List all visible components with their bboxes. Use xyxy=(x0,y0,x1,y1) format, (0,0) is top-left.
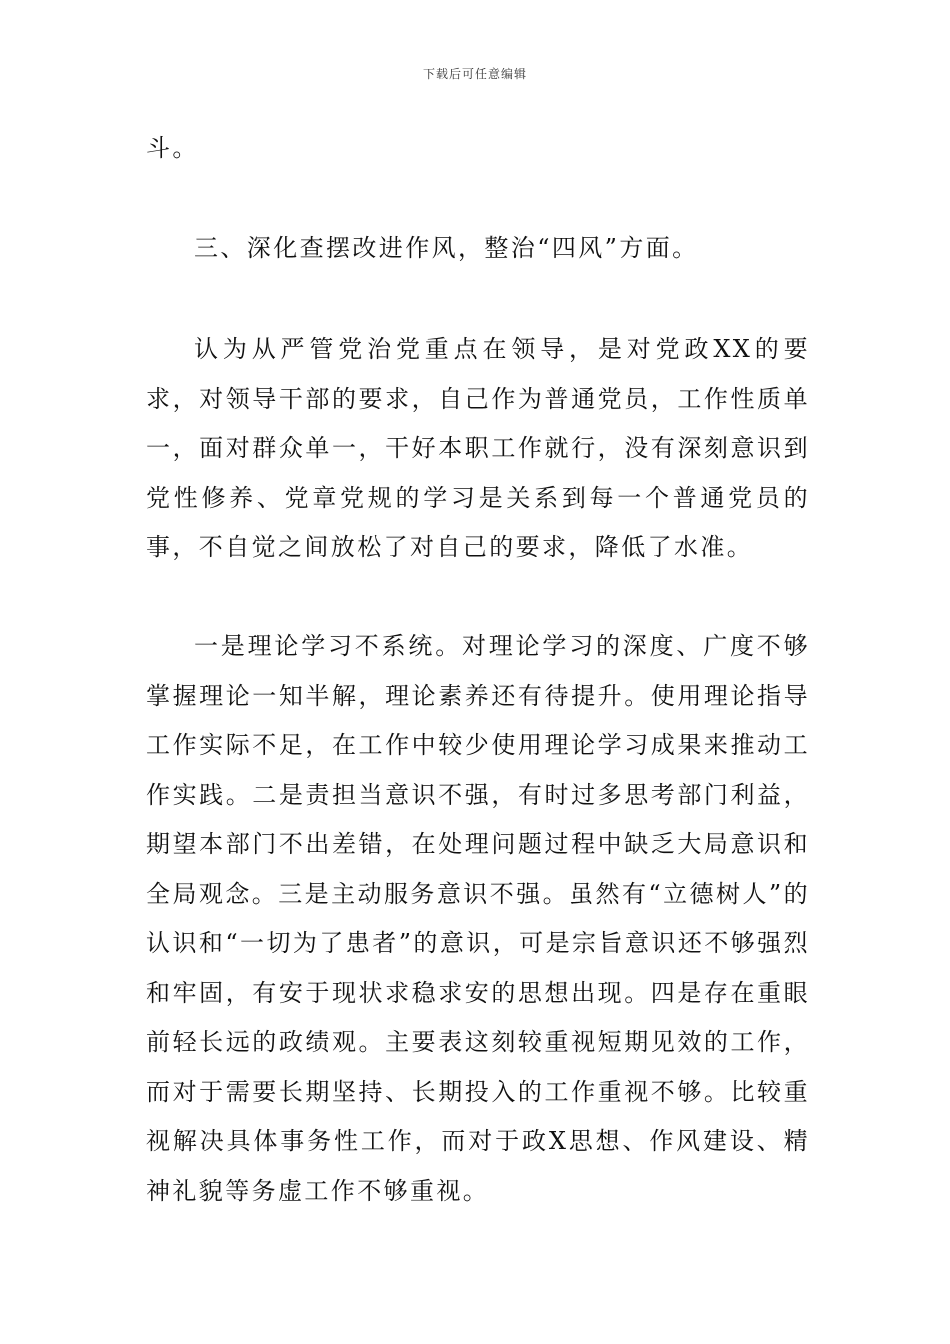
section-heading: 三、深化查摆改进作风，整治“四风”方面。 xyxy=(194,234,699,262)
paragraph-body: 一是理论学习不系统。对理论学习的深度、广度不够掌握理论一知半解，理论素养还有待提升。使用理论指导工作实际不足，在工作中较少使用理论学习成果来推动工作实践。二是责担当意识不强，有时过多思考部门利益，期望本部门不出差错，在处理问题过程中缺乏大局意识和全局观念。三是主动服务意识不强。虽然有“立德树人”的认识和“一切为了患者”的意识，可是宗旨意识还不够强烈和牢固，有安于现状求稳求安的思想出现。四是存在重眼前轻长远的政绩观。主要表这刻较重视短期见效的工作，而对于需要长期坚持、长期投入的工作重视不够。比较重视解决具体事务性工作，而对于政X思想、作风建设、精神礼貌等务虚工作不够重视。 xyxy=(146,632,810,1205)
paragraph-continuation: 斗。 xyxy=(146,134,199,162)
paragraph-body: 认为从严管党治党重点在领导，是对党政XX的要求，对领导干部的要求，自己作为普通党员，工作性质单一，面对群众单一，干好本职工作就行，没有深刻意识到党性修养、党章党规的学习是关系到每一个普通党员的事，不自觉之间放松了对自己的要求，降低了水准。 xyxy=(146,335,810,561)
page-header: 下载后可任意编辑 xyxy=(422,67,527,81)
